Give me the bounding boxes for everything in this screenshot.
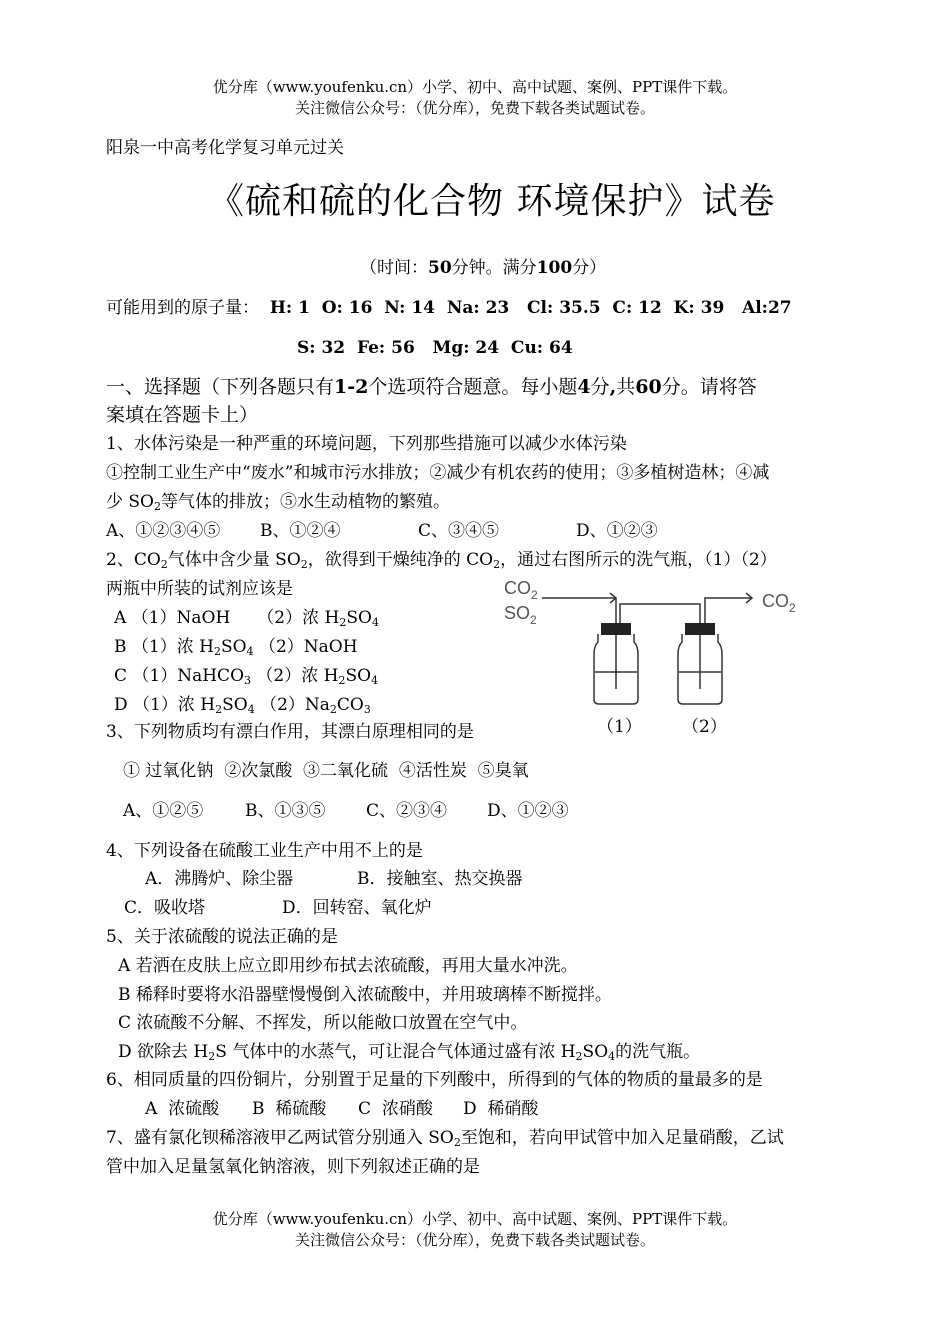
inlet-label-so2: $SO_2$ — [504, 603, 537, 627]
q1-option-a: A、①②③④⑤ — [106, 521, 221, 541]
footer-line-1: 优分库（www.youfenku.cn）小学、初中、高中试题、案例、PPT课件下载。 — [212, 1210, 738, 1228]
page-title: 《硫和硫的化合物 环境保护》试卷 — [208, 181, 776, 222]
q3-option-a: A、①②⑤ — [123, 801, 204, 821]
atomic-masses-values-1: H: 1 O: 16 N: 14 Na: 23 Cl: 35.5 C: 12 K: 39 Al:27 — [269, 298, 792, 318]
q7-stem: 7、盛有氯化钡稀溶液甲乙两试管分别通入 $SO_2$至饱和，若向甲试管中加入足量硝酸，乙试 — [106, 1128, 784, 1149]
footer-line-2: 关注微信公众号：（优分库），免费下载各类试题试卷。 — [294, 1231, 655, 1249]
q6-option-d: D 稀硝酸 — [463, 1099, 539, 1119]
q2-stem: 2、$CO_2$气体中含少量 $SO_2$，欲得到干燥纯净的 $CO_2$，通过右图所示的洗气瓶，（1）（2） — [106, 550, 777, 571]
q2-option-a: A （1）NaOH （2）浓 $H_2SO_4$ — [114, 608, 379, 629]
connecting-tube — [620, 604, 700, 689]
q2-option-b: B （1）浓 $H_2SO_4$ （2）NaOH — [114, 637, 358, 658]
outlet-label-co2: $CO_2$ — [762, 591, 796, 615]
q2-option-d: D （1）浓 $H_2SO_4$ $(2)Na_2CO_3$ — [114, 695, 371, 716]
bottle-2-label: （2） — [682, 717, 727, 737]
gas-washing-bottles-figure — [500, 574, 820, 744]
section-heading-line-2: 案填在答题卡上） — [106, 404, 259, 426]
q5-option-b: B 稀释时要将水沿器壁慢慢倒入浓硫酸中，并用玻璃棒不断搅拌。 — [118, 985, 612, 1005]
q3-option-d: D、①②③ — [487, 801, 569, 821]
q5-option-d: D 欲除去 $H_2S$ 气体中的水蒸气，可让混合气体通过盛有浓 $H_2SO_4$的洗气瓶。 — [118, 1042, 701, 1063]
q4-option-a: A．沸腾炉、除尘器 — [145, 869, 294, 889]
q6-option-a: A 浓硫酸 — [145, 1099, 220, 1119]
q3-option-b: B、①③⑤ — [245, 801, 326, 821]
bottle-1-stopper — [601, 623, 631, 635]
q4-stem: 4、下列设备在硫酸工业生产中用不上的是 — [106, 841, 423, 861]
q6-stem: 6、相同质量的四份铜片，分别置于足量的下列酸中，所得到的气体的物质的量最多的是 — [106, 1070, 763, 1090]
q1-option-c: C、③④⑤ — [418, 521, 500, 541]
q1-items-line-2: 少 $SO_2$等气体的排放；⑤水生动植物的繁殖。 — [106, 492, 450, 513]
q7-stem-line-2: 管中加入足量氢氧化钠溶液，则下列叙述正确的是 — [106, 1157, 480, 1177]
q2-stem-line-2: 两瓶中所装的试剂应该是 — [106, 579, 293, 599]
q6-option-b: B 稀硫酸 — [252, 1099, 327, 1119]
q4-option-c: C．吸收塔 — [124, 898, 206, 918]
header-line-1: 优分库（www.youfenku.cn）小学、初中、高中试题、案例、PPT课件下载。 — [212, 78, 738, 96]
q6-option-c: C 浓硝酸 — [358, 1099, 433, 1119]
outlet-tube — [705, 598, 752, 624]
q4-option-d: D．回转窑、氧化炉 — [282, 898, 432, 918]
q1-option-b: B、①②④ — [260, 521, 341, 541]
q5-option-a: A 若洒在皮肤上应立即用纱布拭去浓硫酸，再用大量水冲洗。 — [118, 956, 578, 976]
q5-stem: 5、关于浓硫酸的说法正确的是 — [106, 927, 338, 947]
gas-washing-bottles-diagram — [500, 574, 820, 744]
q3-stem: 3、下列物质均有漂白作用，其漂白原理相同的是 — [106, 722, 474, 742]
q4-option-b: B．接触室、热交换器 — [357, 869, 523, 889]
atomic-masses-label: 可能用到的原子量： — [106, 298, 259, 318]
bottle-2-stopper — [685, 623, 715, 635]
section-heading: 一、选择题（下列各题只有1-2个选项符合题意。每小题4分,共60分。请将答 — [106, 376, 757, 398]
q1-stem: 1、水体污染是一种严重的环境问题，下列那些措施可以减少水体污染 — [106, 434, 627, 454]
school-line: 阳泉一中高考化学复习单元过关 — [106, 138, 344, 158]
q3-option-c: C、②③④ — [366, 801, 448, 821]
atomic-masses-line-2: S: 32 Fe: 56 Mg: 24 Cu: 64 — [297, 338, 573, 358]
q3-items: ① 过氧化钠 ②次氯酸 ③二氧化硫 ④活性炭 ⑤臭氧 — [123, 761, 529, 781]
inlet-label-co2: $CO_2$ — [504, 578, 538, 602]
atomic-masses-line-1 — [106, 300, 792, 317]
header-line-2: 关注微信公众号：（优分库），免费下载各类试题试卷。 — [294, 99, 655, 117]
q5-option-c: C 浓硫酸不分解、不挥发，所以能敞口放置在空气中。 — [118, 1013, 528, 1033]
q2-option-c: C （1）NaHCO$_3$ （2）浓 $H_2SO_4$ — [114, 666, 379, 687]
q1-items-line-1: ①控制工业生产中“废水”和城市污水排放；②减少有机农药的使用；③多植树造林；④减 — [106, 463, 770, 483]
q1-option-d: D、①②③ — [576, 521, 658, 541]
time-info: （时间：50分钟。满分100分） — [360, 258, 607, 278]
bottle-1-label: （1） — [597, 717, 642, 737]
